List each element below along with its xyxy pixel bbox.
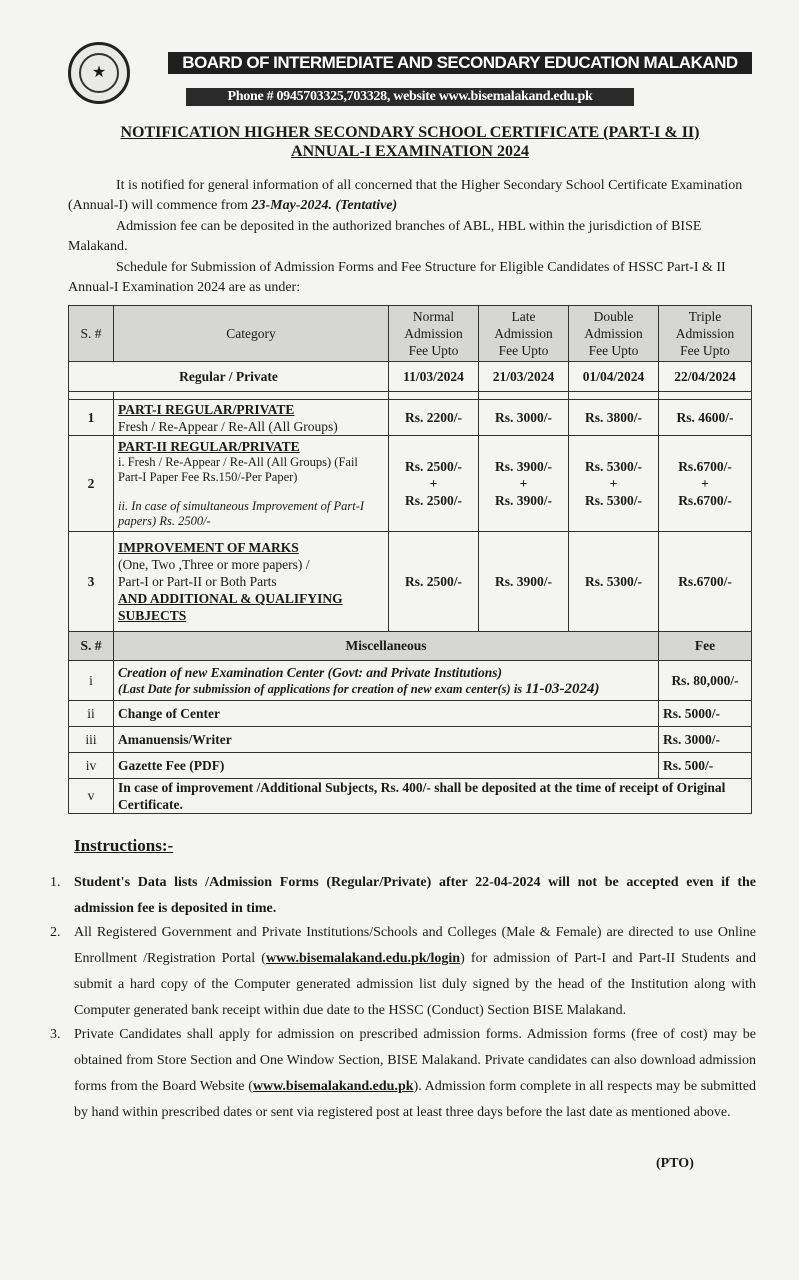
header-normal: Normal Admission Fee Upto bbox=[389, 306, 479, 362]
row2-title: PART-II REGULAR/PRIVATE bbox=[118, 439, 300, 454]
notification-title-line2: ANNUAL-I EXAMINATION 2024 bbox=[291, 143, 529, 160]
misc-iv-fee: Rs. 500/- bbox=[659, 753, 752, 779]
row1-double: Rs. 3800/- bbox=[569, 400, 659, 436]
instruction-2-text: All Registered Government and Private Institutions/Schools and Colleges (Male & Female) are directed to use Online Enrollment /Registration Portal (www.bisemalakand.edu.pk/login) for admission of Part-I and Part-II Students and submit a hard copy of the Computer generated admission list duly signed by the head of the Institution along with Computer generated bank receipt within due date to the HSSC (Conduct) Section BISE Malakand. bbox=[74, 925, 756, 1018]
row3-sno: 3 bbox=[69, 532, 114, 632]
fee-table-header-row bbox=[69, 306, 752, 362]
row2-normal: Rs. 2500/- + Rs. 2500/- bbox=[389, 436, 479, 532]
misc-v-sno: v bbox=[69, 779, 114, 814]
intro-paragraph-1 bbox=[68, 176, 756, 216]
row2-late: Rs. 3900/- + Rs. 3900/- bbox=[479, 436, 569, 532]
row1-title: PART-I REGULAR/PRIVATE bbox=[118, 401, 295, 417]
board-logo bbox=[68, 42, 130, 104]
intro-text-1: It is notified for general information of all concerned that the Higher Secondary School Certificate Examination (Annual-I) will commence from bbox=[68, 178, 743, 213]
header-late: Late Admission Fee Upto bbox=[479, 306, 569, 362]
row3-category bbox=[114, 532, 389, 632]
misc-iii-fee: Rs. 3000/- bbox=[659, 727, 752, 753]
spacer-row bbox=[69, 392, 752, 400]
date-triple: 22/04/2024 bbox=[659, 362, 752, 392]
misc-ii-label: Change of Center bbox=[114, 701, 659, 727]
misc-row-v bbox=[69, 779, 752, 814]
misc-header-sno: S. # bbox=[69, 632, 114, 661]
misc-i-line2: (Last Date for submission of applications for creation of new exam center(s) is 11-03-2024) bbox=[118, 681, 600, 697]
website-link[interactable]: www.bisemalakand.edu.pk bbox=[252, 1079, 414, 1094]
instruction-2-number: 2. bbox=[50, 925, 61, 940]
intro-paragraph-3: Schedule for Submission of Admission Forms and Fee Structure for Eligible Candidates of HSSC Part-I & II Annual-I Examination 2024 are as under: bbox=[68, 260, 726, 295]
header-category: Category bbox=[114, 306, 389, 362]
date-normal: 11/03/2024 bbox=[389, 362, 479, 392]
row3-desc2: Part-I or Part-II or Both Parts bbox=[118, 574, 277, 589]
instructions-heading: Instructions:- bbox=[74, 836, 174, 855]
misc-header-row bbox=[69, 632, 752, 661]
fee-row-1 bbox=[69, 400, 752, 436]
misc-i-label bbox=[114, 661, 659, 701]
exam-start-date: 23-May-2024. (Tentative) bbox=[251, 198, 398, 213]
instruction-1-text: Student's Data lists /Admission Forms (Regular/Private) after 22-04-2024 will not be accepted even if the admission fee is deposited in time. bbox=[74, 875, 756, 916]
date-double: 01/04/2024 bbox=[569, 362, 659, 392]
instruction-1-number: 1. bbox=[50, 875, 61, 890]
misc-row-i bbox=[69, 661, 752, 701]
row1-triple: Rs. 4600/- bbox=[659, 400, 752, 436]
misc-i-line1: Creation of new Examination Center (Govt: and Private Institutions) bbox=[118, 665, 503, 680]
misc-header-fee: Fee bbox=[659, 632, 752, 661]
row2-desc: i. Fresh / Re-Appear / Re-All (All Groups) (Fail Part-I Paper Fee Rs.150/-Per Paper) bbox=[118, 455, 358, 484]
notification-title-line1: NOTIFICATION HIGHER SECONDARY SCHOOL CERTIFICATE (PART-I & II) bbox=[120, 124, 700, 141]
misc-ii-sno: ii bbox=[69, 701, 114, 727]
misc-iv-label: Gazette Fee (PDF) bbox=[114, 753, 659, 779]
row3-title2: AND ADDITIONAL & QUALIFYING SUBJECTS bbox=[118, 591, 343, 623]
pto-label: (PTO) bbox=[656, 1156, 694, 1171]
instruction-item-1 bbox=[50, 870, 756, 922]
board-name: BOARD OF INTERMEDIATE AND SECONDARY EDUCATION MALAKAND bbox=[168, 52, 752, 74]
misc-i-sno: i bbox=[69, 661, 114, 701]
misc-iii-label: Amanuensis/Writer bbox=[114, 727, 659, 753]
misc-iv-sno: iv bbox=[69, 753, 114, 779]
board-contact: Phone # 0945703325,703328, website www.bisemalakand.edu.pk bbox=[186, 88, 634, 106]
fee-row-3 bbox=[69, 532, 752, 632]
instruction-item-3 bbox=[50, 1022, 756, 1126]
misc-i-fee: Rs. 80,000/- bbox=[659, 661, 752, 701]
row2-note: ii. In case of simultaneous Improvement of Part-I papers) Rs. 2500/- bbox=[118, 499, 365, 528]
row1-sno: 1 bbox=[69, 400, 114, 436]
misc-row-ii bbox=[69, 701, 752, 727]
intro-paragraph-2: Admission fee can be deposited in the authorized branches of ABL, HBL within the jurisdiction of BISE Malakand. bbox=[68, 219, 702, 254]
instruction-3-number: 3. bbox=[50, 1027, 61, 1042]
row2-category bbox=[114, 436, 389, 532]
header-double: Double Admission Fee Upto bbox=[569, 306, 659, 362]
row3-triple: Rs.6700/- bbox=[659, 532, 752, 632]
misc-v-label: In case of improvement /Additional Subjects, Rs. 400/- shall be deposited at the time of receipt of Original Certificate. bbox=[114, 779, 752, 814]
header-triple: Triple Admission Fee Upto bbox=[659, 306, 752, 362]
row3-desc1: (One, Two ,Three or more papers) / bbox=[118, 557, 310, 572]
dates-row bbox=[69, 362, 752, 392]
instruction-item-2 bbox=[50, 920, 756, 1024]
row1-desc: Fresh / Re-Appear / Re-All (All Groups) bbox=[118, 418, 338, 434]
row2-triple: Rs.6700/- + Rs.6700/- bbox=[659, 436, 752, 532]
row3-normal: Rs. 2500/- bbox=[389, 532, 479, 632]
misc-header-label: Miscellaneous bbox=[114, 632, 659, 661]
misc-iii-sno: iii bbox=[69, 727, 114, 753]
misc-row-iv bbox=[69, 753, 752, 779]
misc-ii-fee: Rs. 5000/- bbox=[659, 701, 752, 727]
date-late: 21/03/2024 bbox=[479, 362, 569, 392]
logo-emblem-icon: ★ bbox=[79, 53, 119, 93]
portal-link[interactable]: www.bisemalakand.edu.pk/login bbox=[265, 951, 461, 966]
row2-double: Rs. 5300/- + Rs. 5300/- bbox=[569, 436, 659, 532]
row1-category bbox=[114, 400, 389, 436]
misc-row-iii bbox=[69, 727, 752, 753]
header-sno: S. # bbox=[69, 306, 114, 362]
fee-row-2 bbox=[69, 436, 752, 532]
instruction-3-text: Private Candidates shall apply for admission on prescribed admission forms. Admission forms (free of cost) may be obtained from Store Section and One Window Section, BISE Malakand. Private candidates can also download admission forms from the Board Website (www.bisemalakand.edu.pk). Admission form complete in all respects may be submitted by hand within prescribed dates or sent via registered post at least three days before the last date as mentioned above. bbox=[74, 1027, 756, 1120]
row1-late: Rs. 3000/- bbox=[479, 400, 569, 436]
row1-normal: Rs. 2200/- bbox=[389, 400, 479, 436]
row2-sno: 2 bbox=[69, 436, 114, 532]
row3-late: Rs. 3900/- bbox=[479, 532, 569, 632]
row3-double: Rs. 5300/- bbox=[569, 532, 659, 632]
dates-row-label: Regular / Private bbox=[69, 362, 389, 392]
row3-title: IMPROVEMENT OF MARKS bbox=[118, 540, 299, 555]
fee-structure-table bbox=[68, 305, 752, 814]
